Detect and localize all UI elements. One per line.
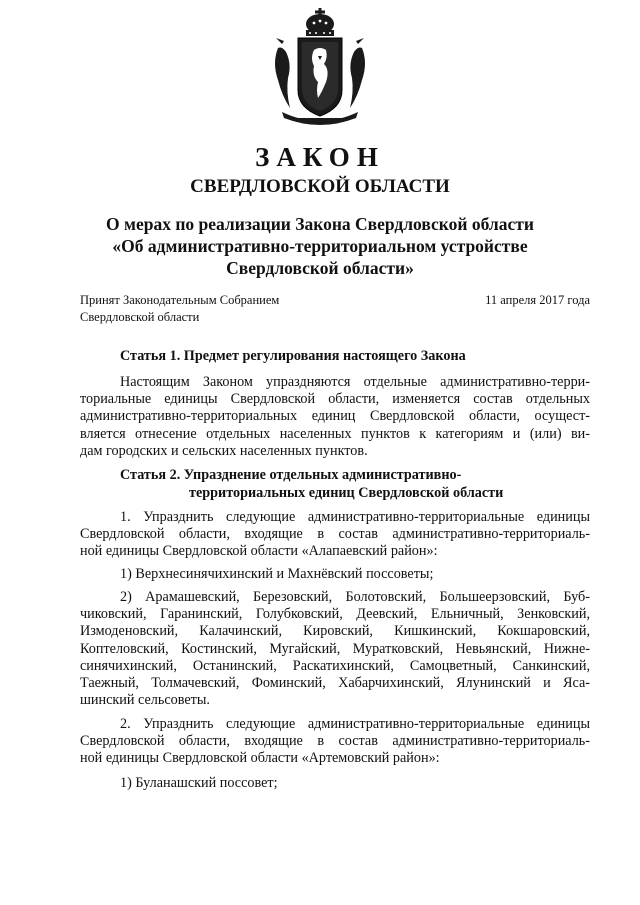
law-subtitle-line: О мерах по реализации Закона Свердловской области xyxy=(106,214,534,234)
paragraph-line: Таежный, Толмачевский, Фоминский, Хабарчихинский, Ялунинский и Яса- xyxy=(80,674,590,691)
paragraph-line: дам городских и сельских населенных пунктов. xyxy=(80,442,368,459)
article-2-point-1-item-2 xyxy=(80,589,590,709)
paragraph-line: Настоящим Законом упраздняются отдельные административно-терри- xyxy=(120,374,590,390)
paragraph-line: синячихинский, Останинский, Раскатихинский, Самоцветный, Санкинский, xyxy=(80,657,590,674)
paragraph-line: шинский сельсоветы. xyxy=(80,692,210,709)
region-title: СВЕРДЛОВСКОЙ ОБЛАСТИ xyxy=(190,176,450,197)
paragraph-line: 1) Буланашский поссовет; xyxy=(120,775,278,791)
paragraph-line: 1) Верхнесинячихинский и Махнёвский поссоветы; xyxy=(120,566,434,582)
article-2-point-1-item-1 xyxy=(80,566,590,583)
coat-of-arms-emblem xyxy=(268,8,372,128)
paragraph-line: чиковский, Гаранинский, Голубковский, Деевский, Ельничный, Зенковский, xyxy=(80,606,590,623)
paragraph-line: Коптеловский, Костинский, Мугайский, Муратковский, Невьянский, Нижне- xyxy=(80,640,590,657)
article-2-heading: Статья 2. Упразднение отдельных административно- xyxy=(120,467,462,483)
article-1-paragraph xyxy=(80,374,590,460)
adoption-date: 11 апреля 2017 года xyxy=(485,293,590,307)
paragraph-line: Свердловской области, входящие в состав административно-территориаль- xyxy=(80,526,590,543)
paragraph-line: ной единицы Свердловской области «Артемовский район»: xyxy=(80,750,440,767)
law-subtitle-line: Свердловской области» xyxy=(226,258,414,278)
paragraph-line: ториальные единицы Свердловской области, изменяется состав отдельных xyxy=(80,391,590,408)
paragraph-line: Измоденовский, Калачинский, Кировский, Кишкинский, Кокшаровский, xyxy=(80,623,590,640)
adoption-line: Свердловской области xyxy=(80,310,200,324)
law-subtitle-line: «Об административно-территориальном устройстве xyxy=(112,236,528,256)
paragraph-line: 2. Упразднить следующие административно-территориальные единицы xyxy=(120,716,590,732)
paragraph-line: вляется отнесение отдельных населенных пунктов к категориям и (или) ви- xyxy=(80,425,590,442)
paragraph-line: ной единицы Свердловской области «Алапаевский район»: xyxy=(80,543,438,560)
article-2-point-2 xyxy=(80,716,590,768)
adoption-info xyxy=(80,292,279,326)
adoption-line: Принят Законодательным Собранием xyxy=(80,293,280,307)
article-2-point-1 xyxy=(80,509,590,561)
article-1-heading: Статья 1. Предмет регулирования настоящего Закона xyxy=(120,348,466,364)
article-2-heading-cont: территориальных единиц Свердловской области xyxy=(189,485,504,501)
document-type-title: ЗАКОН xyxy=(255,142,385,172)
paragraph-line: 2) Арамашевский, Березовский, Болотовский, Большеерзовский, Буб- xyxy=(120,589,590,605)
paragraph-line: 1. Упразднить следующие административно-территориальные единицы xyxy=(120,509,590,525)
article-2-point-2-item-1 xyxy=(80,775,590,792)
paragraph-line: Свердловской области, входящие в состав административно-территориаль- xyxy=(80,733,590,750)
paragraph-line: административно-территориальных единиц Свердловской области, осущест- xyxy=(80,408,590,425)
